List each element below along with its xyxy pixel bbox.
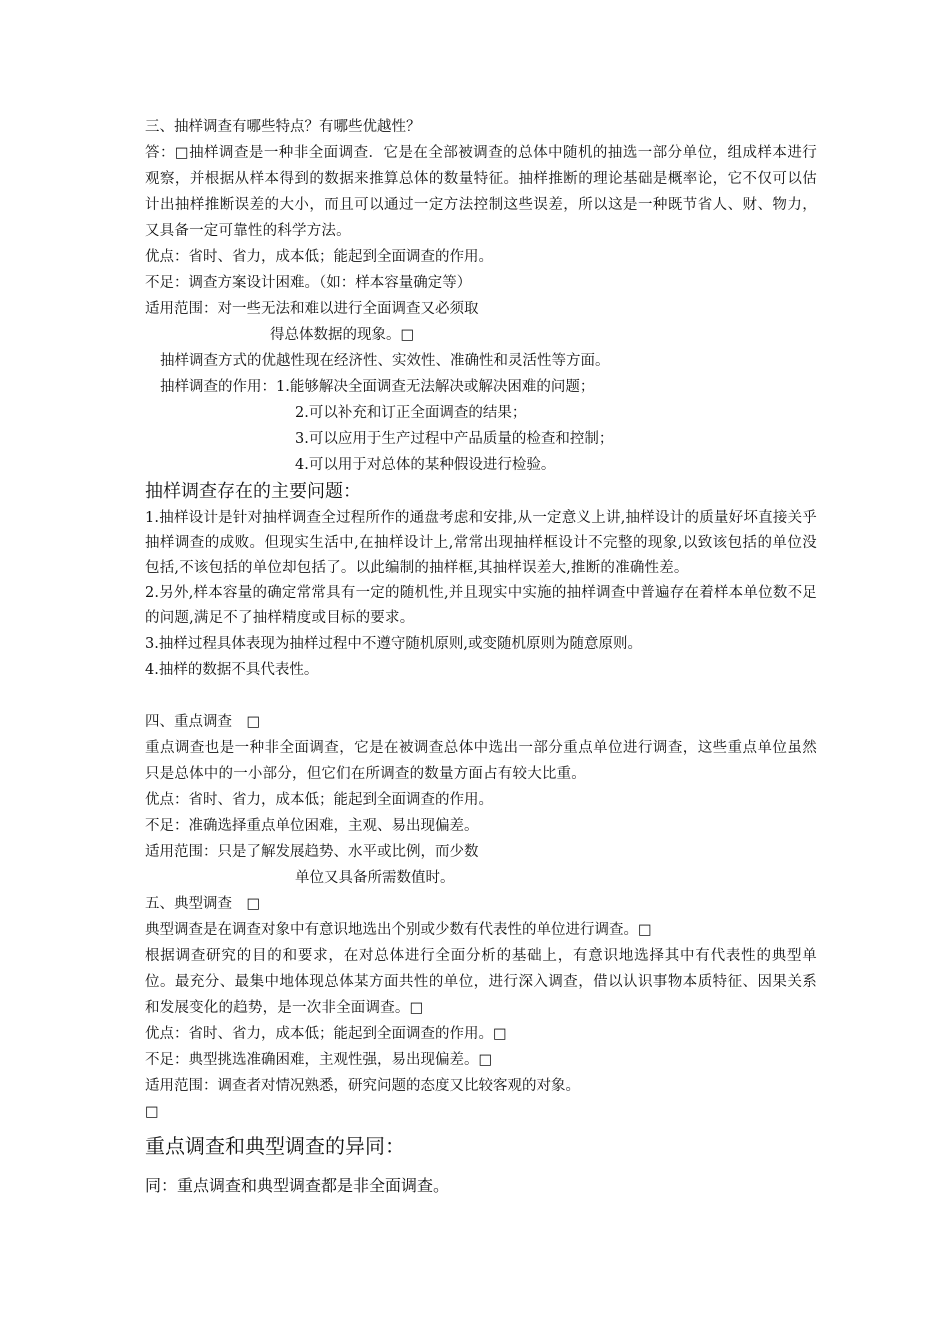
section-5-mark: □	[145, 1104, 159, 1120]
section-3-title: 三、抽样调查有哪些特点？有哪些优越性？	[145, 119, 421, 135]
section-3-scope-line1: 适用范围：对一些无法和难以进行全面调查又必须取	[145, 301, 479, 317]
section-3-use-3: 3.可以应用于生产过程中产品质量的检查和控制；	[295, 431, 614, 447]
section-3-use-2: 2.可以补充和订正全面调查的结果；	[295, 405, 527, 421]
section-3-scope-line2: 得总体数据的现象。□	[270, 327, 415, 343]
spacer	[145, 1163, 817, 1173]
problem-1: 1.抽样设计是针对抽样调查全过程所作的通盘考虑和安排,从一定意义上讲,抽样设计的质量好坏直接关乎抽样调查的成败。但现实生活中,在抽样设计上,常常出现抽样框设计不完整的现象,以致该包括的单位没包括,不该包括的单位却包括了。以此编制的抽样框,其抽样误差大,推断的准确性差。	[145, 510, 817, 576]
section-3-answer: 答：□抽样调查是一种非全面调查．它是在全部被调查的总体中随机的抽选一部分单位，组成样本进行观察，并根据从样本得到的数据来推算总体的数量特征。抽样推断的理论基础是概率论，它不仅可以估计出抽样推断误差的大小，而且可以通过一定方法控制这些误差，所以这是一种既节省人、财、物力，又具备一定可靠性的科学方法。	[145, 145, 817, 239]
section-5-title: 五、典型调查 □	[145, 896, 261, 912]
problems-heading: 抽样调查存在的主要问题：	[145, 481, 361, 502]
section-5-description-2: 根据调查研究的目的和要求，在对总体进行全面分析的基础上，有意识地选择其中有代表性的典型单位。最充分、最集中地体现总体某方面共性的单位，进行深入调查，借以认识事物本质特征、因果关系和发展变化的趋势，是一次非全面调查。□	[145, 948, 817, 1016]
section-4-scope-line2: 单位又具备所需数值时。	[295, 870, 455, 886]
section-3-advantage: 抽样调查方式的优越性现在经济性、实效性、准确性和灵活性等方面。	[160, 353, 610, 369]
problem-3: 3.抽样过程具体表现为抽样过程中不遵守随机原则,或变随机原则为随意原则。	[145, 636, 642, 652]
section-4-cons: 不足：准确选择重点单位困难，主观、易出现偏差。	[145, 818, 479, 834]
section-5-scope: 适用范围：调查者对情况熟悉，研究问题的态度又比较客观的对象。	[145, 1078, 580, 1094]
section-3-use-4: 4.可以用于对总体的某种假设进行检验。	[295, 457, 556, 473]
problem-2: 2.另外,样本容量的确定常常具有一定的随机性,并且现实中实施的抽样调查中普遍存在着样本单位数不足的问题,满足不了抽样精度或目标的要求。	[145, 585, 817, 626]
section-4-scope-line1: 适用范围：只是了解发展趋势、水平或比例，而少数	[145, 844, 479, 860]
spacer	[145, 683, 817, 709]
document-page	[145, 114, 817, 1199]
section-3-cons: 不足：调查方案设计困难。（如：样本容量确定等）	[145, 275, 472, 291]
compare-heading: 重点调查和典型调查的异同：	[145, 1134, 405, 1158]
section-3-pros: 优点：省时、省力，成本低；能起到全面调查的作用。	[145, 249, 493, 265]
section-3-use-1: 抽样调查的作用：1.能够解决全面调查无法解决或解决困难的问题；	[160, 379, 595, 395]
section-5-pros: 优点：省时、省力，成本低；能起到全面调查的作用。□	[145, 1026, 507, 1042]
section-4-pros: 优点：省时、省力，成本低；能起到全面调查的作用。	[145, 792, 493, 808]
section-5-cons: 不足：典型挑选准确困难，主观性强，易出现偏差。□	[145, 1052, 493, 1068]
section-5-description-1: 典型调查是在调查对象中有意识地选出个别或少数有代表性的单位进行调查。□	[145, 922, 652, 938]
compare-same: 同：重点调查和典型调查都是非全面调查。	[145, 1176, 450, 1195]
section-4-title: 四、重点调查 □	[145, 714, 261, 730]
section-4-description: 重点调查也是一种非全面调查，它是在被调查总体中选出一部分重点单位进行调查，这些重点单位虽然只是总体中的一小部分，但它们在所调查的数量方面占有较大比重。	[145, 740, 817, 782]
problem-4: 4.抽样的数据不具代表性。	[145, 662, 319, 678]
